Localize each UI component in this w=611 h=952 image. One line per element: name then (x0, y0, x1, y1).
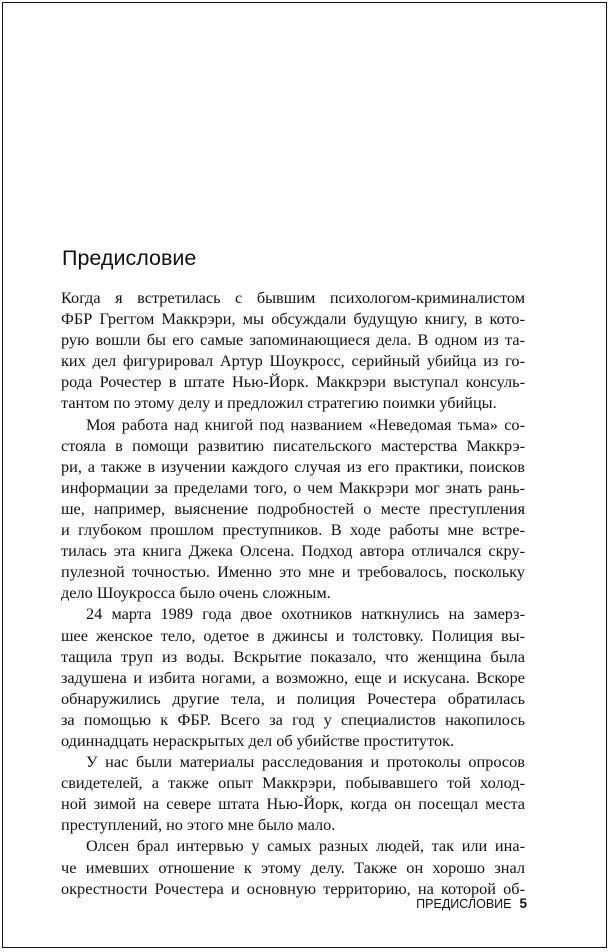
text-line: ФБР Греггом Маккрэри, мы обсуждали будущую книгу, в кото- (61, 309, 525, 329)
text-line: стояла в помощи развитию писательского мастерства Маккрэ- (61, 435, 525, 455)
text-line: информации за пределами того, о чем Маккрэри мог знать рань- (61, 477, 525, 497)
text-line: ких дел фигурировал Артур Шоукросс, серийный убийца из го- (61, 351, 525, 371)
text-line: шее женское тело, одетое в джинсы и толстовку. Полиция вы- (61, 625, 525, 645)
text-line: тилась эта книга Джека Олсена. Подход автора отличался скру- (61, 541, 525, 561)
text-line: Олсен брал интервью у самых разных людей, так или ина- (86, 836, 525, 856)
text-line: че имевших отношение к этому делу. Также он хорошо знал (61, 857, 525, 877)
page-footer (416, 896, 527, 911)
text-line: рую вошли бы его самые запоминающиеся дела. В одном из та- (61, 330, 525, 350)
page-number: 5 (519, 896, 527, 911)
text-line: У нас были материалы расследования и протоколы опросов (86, 752, 525, 772)
text-line: свидетелей, а также опыт Маккрэри, побывавшего той холод- (61, 773, 525, 793)
text-line: дело Шоукросса было очень сложным. (61, 583, 331, 603)
text-line: задушена и избита ногами, а возможно, еще и искусана. Вскоре (61, 667, 525, 687)
text-line: ной зимой на севере штата Нью-Йорк, когда он посещал места (61, 794, 525, 814)
text-line: тантом по этому делу и предложил стратегию поимки убийцы. (61, 393, 497, 413)
text-line: Когда я встретилась с бывшим психологом-криминалистом (61, 288, 525, 307)
text-line: ше, например, выяснение подробностей о месте преступления (61, 498, 525, 518)
text-line: обнаружились другие тела, и полиция Рочестера обратилась (61, 688, 525, 708)
text-line: одиннадцать нераскрытых дел об убийстве проституток. (61, 730, 455, 750)
running-head: ПРЕДИСЛОВИЕ (416, 897, 512, 911)
text-line: 24 марта 1989 года двое охотников наткнулись на замерз- (86, 604, 525, 624)
text-line: рода Рочестер в штате Нью-Йорк. Маккрэри выступал консуль- (61, 372, 525, 392)
text-line: Моя работа над книгой под названием «Неведомая тьма» со- (86, 414, 525, 434)
text-line: преступлений, но этого мне было мало. (61, 815, 336, 835)
text-line: пулезной точностью. Именно это мне и требовалось, поскольку (61, 562, 525, 582)
text-line: окрестности Рочестера и основную территорию, на которой об- (61, 878, 525, 898)
text-line: ри, а также в изучении каждого случая из его практики, поисков (61, 456, 525, 476)
text-line: тащила труп из воды. Вскрытие показало, что женщина была (61, 646, 525, 666)
text-line: и глубоком прошлом преступников. В ходе работы мне встре- (61, 520, 525, 540)
chapter-heading: Предисловие (62, 246, 197, 270)
text-line: за помощью к ФБР. Всего за год у специалистов накопилось (61, 709, 525, 729)
body-text (61, 287, 525, 899)
